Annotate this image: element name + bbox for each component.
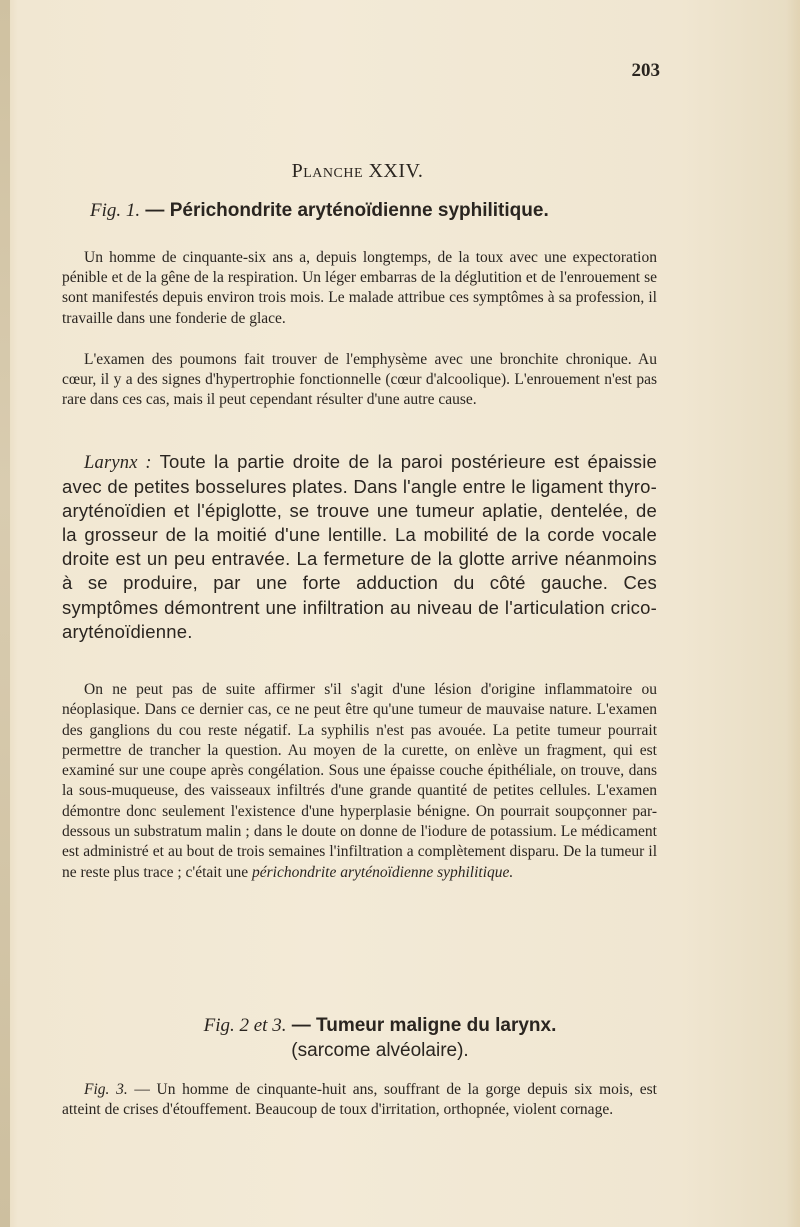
- plate-title: Planche XXIV.: [291, 160, 424, 182]
- figure-2-3-heading: [100, 1013, 660, 1063]
- figure-2-3-dash: —: [286, 1015, 317, 1036]
- page-right-edge: [786, 0, 800, 1227]
- figure-2-3-title: Tumeur maligne du larynx.: [316, 1015, 557, 1036]
- paragraph-case-history: Un homme de cinquante-six ans a, depuis longtemps, de la toux avec une expectoration pénible et de la gêne de la respiration. Un léger embarras de la déglutition et de l'enrouement se sont manifestés depuis environ trois mois. Le malade attribue ces symptômes à sa profession, il travaille dans une fonderie de glace.: [62, 249, 657, 327]
- figure-2-3-subtitle: (sarcome alvéolaire).: [291, 1040, 469, 1061]
- figure-1-dash: —: [140, 200, 170, 221]
- paragraph-larynx: [62, 450, 657, 644]
- larynx-text: Toute la partie droite de la paroi postérieure est épaissie avec de petites bosselures plates. Dans l'angle entre le ligament thyro-aryténoïdien et l'épiglotte, se trouve une tumeur aplatie, dentelée, de la grosseur de la moitié d'une lentille. La mobilité de la corde vocale droite est un peu entravée. La fermeture de la glotte arrive néanmoins à se produire, par une forte adduction du côté gauche. Ces symptômes démontrent une infiltration au niveau de l'articulation crico-aryténoïdienne.: [62, 451, 658, 642]
- paragraph-figure-3-case: [62, 1080, 657, 1120]
- figure-3-ref: Fig. 3.: [84, 1081, 128, 1098]
- paragraph-diagnosis: [62, 680, 657, 883]
- page-number: 203: [631, 60, 660, 81]
- figure-1-title: Périchondrite aryténoïdienne syphilitique.: [169, 200, 549, 221]
- paragraph-lung-exam: L'examen des poumons fait trouver de l'emphysème avec une bronchite chronique. Au cœur, il y a des signes d'hypertrophie fonctionnelle (cœur d'alcoolique). L'enrouement n'est pas rare dans ces cas, mais il peut cependant résulter d'une autre cause.: [62, 351, 657, 409]
- figure-3-text: — Un homme de cinquante-huit ans, souffrant de la gorge depuis six mois, est atteint de crises d'étouffement. Beaucoup de toux d'irritation, orthopnée, violent cornage.: [62, 1081, 657, 1119]
- larynx-lead: Larynx :: [84, 453, 152, 473]
- figure-1-heading: [90, 200, 710, 222]
- page-left-edge: [0, 0, 10, 1227]
- diagnosis-conclusion: périchondrite aryténoïdienne syphilitique.: [252, 863, 514, 881]
- figure-2-3-ref: Fig. 2 et 3.: [203, 1015, 287, 1036]
- diagnosis-text: On ne peut pas de suite affirmer s'il s'agit d'une lésion d'origine inflammatoire ou néoplasique. Dans ce dernier cas, ce ne peut être qu'une tumeur de mauvaise nature. L'examen des ganglions du cou reste négatif. La syphilis n'est pas avouée. La petite tumeur pourrait permettre de trancher la question. Au moyen de la curette, on enlève un fragment, qui est examiné sur une coupe après congélation. Sous une épaisse couche épithéliale, on trouve, dans la sous-muqueuse, des vaisseaux infiltrés d'une grande quantité de petites cellules. L'examen démontre donc seulement l'existence d'une hyperplasie bénigne. On pourrait soupçonner par-dessous un substratum malin ; dans le doute on donne de l'iodure de potassium. Le médicament est administré et au bout de trois semaines l'infiltration a complètement disparu. De la tumeur il ne reste plus trace ; c'était une: [62, 681, 657, 881]
- figure-1-ref: Fig. 1.: [90, 200, 141, 221]
